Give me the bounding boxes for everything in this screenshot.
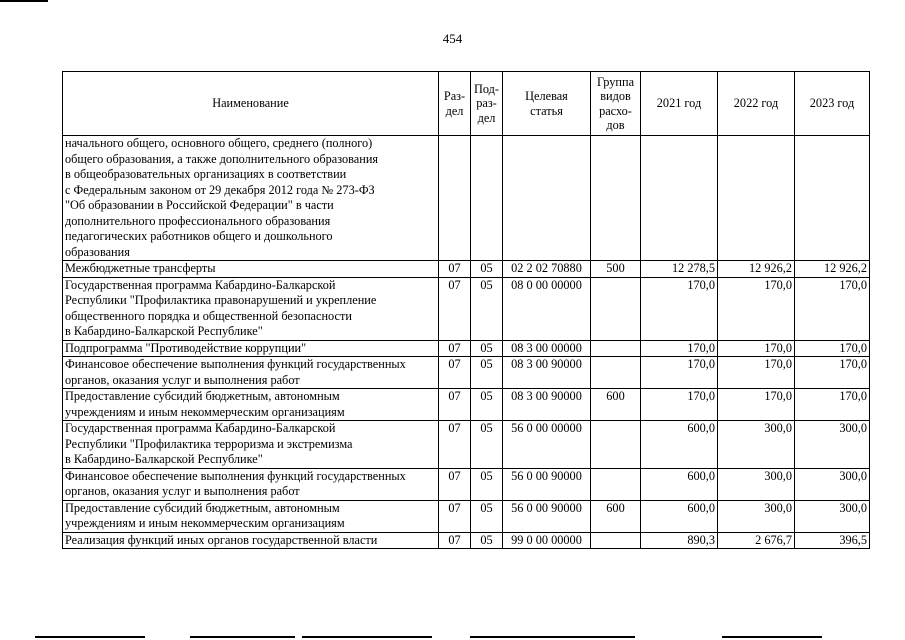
header-expense-group: Группа видов расхо- дов (591, 72, 641, 136)
cell-section: 07 (439, 500, 471, 532)
header-name: Наименование (63, 72, 439, 136)
cell-expense-group (591, 136, 641, 261)
header-2023: 2023 год (795, 72, 870, 136)
cell-subsection: 05 (471, 261, 503, 278)
cell-expense-group (591, 532, 641, 549)
header-section: Раз- дел (439, 72, 471, 136)
cell-2023: 170,0 (795, 277, 870, 340)
cell-2023: 300,0 (795, 500, 870, 532)
cell-2022: 2 676,7 (718, 532, 795, 549)
cell-2021: 12 278,5 (641, 261, 718, 278)
cell-2021: 600,0 (641, 468, 718, 500)
cell-subsection (471, 136, 503, 261)
cell-expense-group (591, 277, 641, 340)
cell-name: начального общего, основного общего, среднего (полного) общего образования, а также дополнительного образования в общеобразовательных организациях в соответствии с Федеральным законом от 29 декабря 2012 года № 273-ФЗ "Об образовании в Российской Федерации" в части дополнительного профессионального образования педагогических работников общего и дошкольного образования (63, 136, 439, 261)
cell-subsection: 05 (471, 277, 503, 340)
cell-subsection: 05 (471, 500, 503, 532)
header-2021: 2021 год (641, 72, 718, 136)
cell-target-article: 56 0 00 90000 (503, 468, 591, 500)
table-row (63, 357, 870, 389)
cell-2021: 600,0 (641, 500, 718, 532)
cell-name: Реализация функций иных органов государственной власти (63, 532, 439, 549)
cell-expense-group (591, 340, 641, 357)
header-target-article: Целевая статья (503, 72, 591, 136)
cell-expense-group (591, 421, 641, 469)
cell-subsection: 05 (471, 389, 503, 421)
cell-target-article: 56 0 00 90000 (503, 500, 591, 532)
cell-subsection: 05 (471, 340, 503, 357)
cell-section: 07 (439, 421, 471, 469)
cell-expense-group: 600 (591, 389, 641, 421)
page-number: 454 (442, 31, 463, 46)
cell-2022: 170,0 (718, 357, 795, 389)
cell-name: Подпрограмма "Противодействие коррупции" (63, 340, 439, 357)
cell-2023: 170,0 (795, 340, 870, 357)
cell-section (439, 136, 471, 261)
table-row (63, 340, 870, 357)
cell-section: 07 (439, 468, 471, 500)
cell-target-article: 56 0 00 00000 (503, 421, 591, 469)
cell-subsection: 05 (471, 532, 503, 549)
header-2022: 2022 год (718, 72, 795, 136)
scan-artifact-bottom-2 (190, 636, 295, 638)
cell-2023: 300,0 (795, 468, 870, 500)
cell-target-article: 99 0 00 00000 (503, 532, 591, 549)
cell-name: Предоставление субсидий бюджетным, автономным учреждениям и иным некоммерческим организациям (63, 500, 439, 532)
cell-target-article: 08 3 00 90000 (503, 357, 591, 389)
cell-name: Финансовое обеспечение выполнения функций государственных органов, оказания услуг и выполнения работ (63, 468, 439, 500)
cell-name: Предоставление субсидий бюджетным, автономным учреждениям и иным некоммерческим организациям (63, 389, 439, 421)
cell-2021: 170,0 (641, 357, 718, 389)
cell-2022: 300,0 (718, 500, 795, 532)
cell-section: 07 (439, 532, 471, 549)
cell-name: Государственная программа Кабардино-Балкарской Республики "Профилактика терроризма и экстремизма в Кабардино-Балкарской Республике" (63, 421, 439, 469)
cell-expense-group (591, 357, 641, 389)
budget-table (62, 71, 870, 549)
cell-name: Межбюджетные трансферты (63, 261, 439, 278)
table-row (63, 277, 870, 340)
cell-subsection: 05 (471, 468, 503, 500)
table-row (63, 421, 870, 469)
cell-2022: 170,0 (718, 389, 795, 421)
cell-2023: 170,0 (795, 389, 870, 421)
cell-2021 (641, 136, 718, 261)
cell-expense-group (591, 468, 641, 500)
cell-expense-group: 500 (591, 261, 641, 278)
scan-artifact-top (0, 0, 48, 2)
cell-section: 07 (439, 340, 471, 357)
table-row (63, 136, 870, 261)
table-body (63, 136, 870, 549)
table-row (63, 261, 870, 278)
scan-artifact-bottom-5 (722, 636, 822, 638)
cell-2022: 12 926,2 (718, 261, 795, 278)
cell-target-article: 08 3 00 00000 (503, 340, 591, 357)
cell-2022: 300,0 (718, 421, 795, 469)
cell-2021: 600,0 (641, 421, 718, 469)
cell-2021: 170,0 (641, 340, 718, 357)
cell-2021: 890,3 (641, 532, 718, 549)
scan-artifact-bottom-1 (35, 636, 145, 638)
cell-2022: 300,0 (718, 468, 795, 500)
cell-section: 07 (439, 261, 471, 278)
cell-target-article: 02 2 02 70880 (503, 261, 591, 278)
cell-2023: 170,0 (795, 357, 870, 389)
cell-2021: 170,0 (641, 389, 718, 421)
table-row (63, 500, 870, 532)
header-subsection: Под- раз- дел (471, 72, 503, 136)
cell-2022: 170,0 (718, 277, 795, 340)
table-row (63, 389, 870, 421)
cell-2023: 12 926,2 (795, 261, 870, 278)
cell-2023: 300,0 (795, 421, 870, 469)
table-row (63, 468, 870, 500)
table-header-row (63, 72, 870, 136)
cell-section: 07 (439, 389, 471, 421)
cell-name: Государственная программа Кабардино-Балкарской Республики "Профилактика правонарушений и укрепление общественного порядка и общественной безопасности в Кабардино-Балкарской Республике" (63, 277, 439, 340)
cell-2023 (795, 136, 870, 261)
cell-2022 (718, 136, 795, 261)
table-row (63, 532, 870, 549)
cell-2021: 170,0 (641, 277, 718, 340)
cell-target-article: 08 0 00 00000 (503, 277, 591, 340)
cell-2023: 396,5 (795, 532, 870, 549)
scan-artifact-bottom-4 (470, 636, 635, 638)
cell-2022: 170,0 (718, 340, 795, 357)
cell-section: 07 (439, 357, 471, 389)
scan-artifact-bottom-3 (302, 636, 432, 638)
cell-target-article (503, 136, 591, 261)
cell-target-article: 08 3 00 90000 (503, 389, 591, 421)
cell-subsection: 05 (471, 421, 503, 469)
cell-expense-group: 600 (591, 500, 641, 532)
cell-section: 07 (439, 277, 471, 340)
cell-name: Финансовое обеспечение выполнения функций государственных органов, оказания услуг и выполнения работ (63, 357, 439, 389)
cell-subsection: 05 (471, 357, 503, 389)
